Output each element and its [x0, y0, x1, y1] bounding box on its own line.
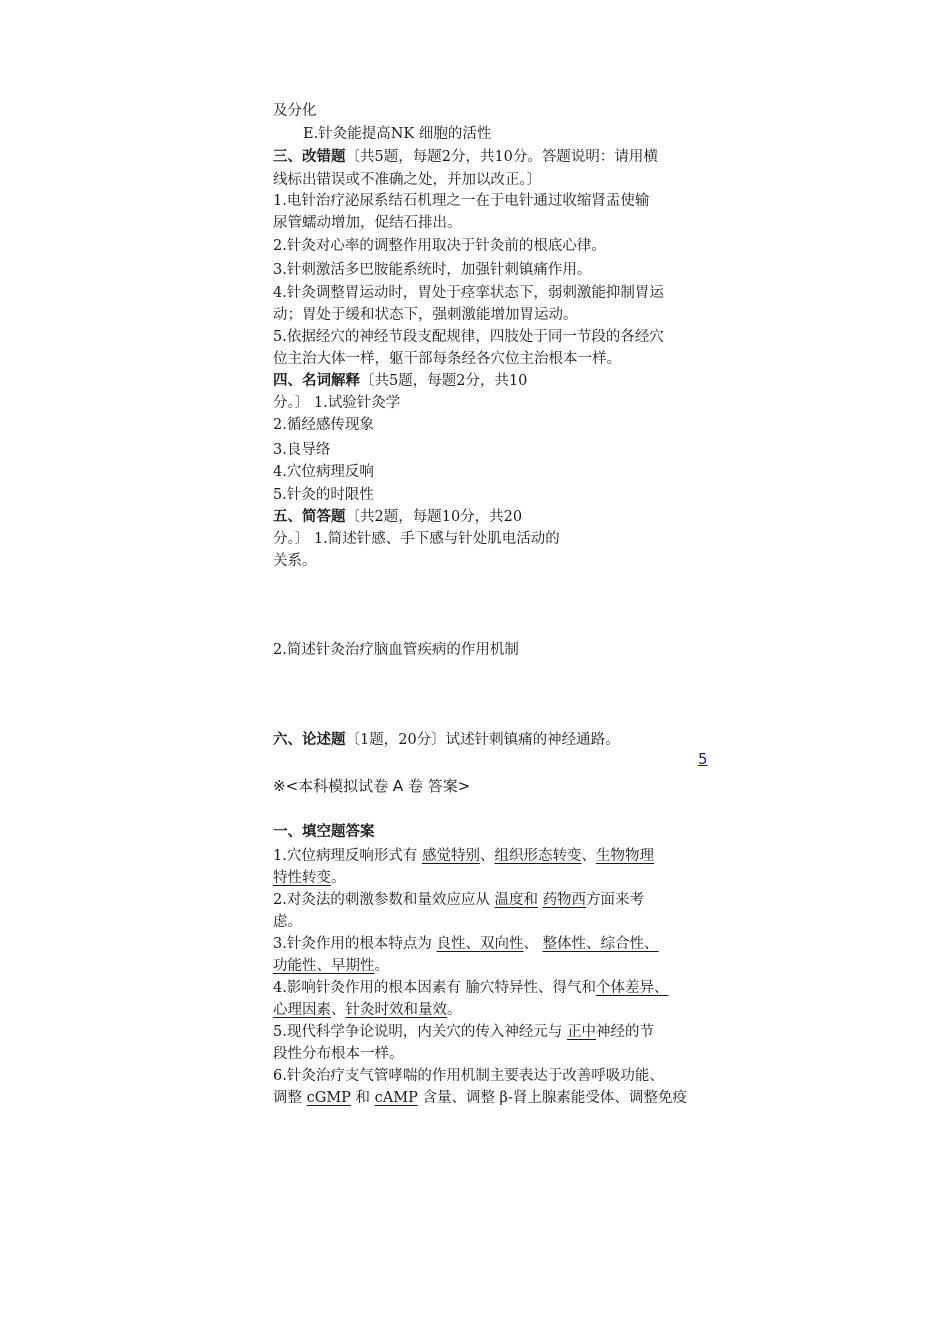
answer-blank: 组织形态转变 — [494, 848, 582, 864]
answer-item-6-cont — [273, 1087, 687, 1109]
answer-blank: 药物西 — [542, 892, 587, 908]
answer-item-3 — [273, 933, 659, 955]
answer-blank: 良性、双向性 — [436, 936, 524, 952]
text-line: 动；胃处于缓和状态下，强刺激能增加胃运动。 — [273, 307, 578, 323]
answer-item-5 — [273, 1021, 654, 1043]
answer-text: 4.影响针灸作用的根本因素有 腧穴特异性、得气和 — [273, 980, 596, 996]
question-item: 3.针刺激活多巴胺能系统时，加强针刺镇痛作用。 — [273, 262, 592, 278]
question-item: 分。〕 1.试验针灸学 — [273, 395, 401, 411]
answer-item-4 — [273, 977, 668, 999]
answer-blank: 生物物理 — [595, 848, 654, 864]
answer-item-2 — [273, 889, 644, 911]
answer-blank: 温度和 — [494, 892, 538, 908]
answer-blank: 整体性、综合性、 — [542, 936, 659, 952]
answer-item-1 — [273, 845, 654, 867]
answer-text: 、 — [581, 848, 596, 864]
section-6-title: 六、论述题 — [273, 731, 346, 748]
page-number: 5 — [698, 750, 708, 768]
answer-item-4-cont — [273, 999, 462, 1021]
answer-section-1-title-text: 一、填空题答案 — [273, 823, 375, 840]
answer-blank: 正中 — [566, 1024, 596, 1040]
question-item: 3.良导络 — [273, 442, 331, 458]
text-line: 及分化 — [273, 103, 317, 119]
answer-header: ※<本科模拟试卷 A 卷 答案> — [273, 777, 471, 795]
question-item: 分。〕 1.简述针感、手下感与针处肌电活动的 — [273, 531, 560, 547]
answer-blank: 个体差异、 — [595, 980, 669, 996]
answer-item-6: 6.针灸治疗支气管哮喘的作用机制主要表达于改善呼吸功能、 — [273, 1068, 664, 1084]
section-6-heading — [273, 729, 620, 751]
answer-blank: 心理因素 — [273, 1002, 331, 1018]
answer-text: 2.对灸法的刺激参数和量效应应从 — [273, 892, 495, 908]
text-line: 线标出错误或不准确之处，并加以改正。〕 — [273, 172, 542, 188]
answer-text: 。 — [331, 870, 346, 886]
question-item: 1.电针治疗泌尿系结石机理之一在于电针通过收缩肾盂使输 — [273, 193, 650, 209]
answer-text: 含量、调整 β-肾上腺素能受体、调整免疫 — [417, 1090, 687, 1106]
answer-blank: 特性转变 — [273, 870, 331, 886]
answer-item-5-cont: 段性分布根本一样。 — [273, 1046, 404, 1062]
answer-blank: cGMP — [306, 1090, 351, 1106]
question-item: 4.穴位病理反响 — [273, 464, 374, 480]
section-5-desc: 〔共2题，每题10分，共20 — [345, 509, 523, 525]
text-line: 关系。 — [273, 553, 317, 569]
section-5-heading — [273, 506, 522, 528]
question-item: 2.简述针灸治疗脑血管疾病的作用机制 — [273, 642, 519, 658]
question-item: 5.依据经穴的神经节段支配规律，四肢处于同一节段的各经穴 — [273, 329, 664, 345]
section-4-title: 四、名词解释 — [273, 372, 360, 389]
answer-text: 。 — [374, 958, 389, 974]
text-line: 位主治大体一样，躯干部每条经各穴位主治根本一样。 — [273, 351, 621, 367]
answer-text: 5.现代科学争论说明，内关穴的传入神经元与 — [273, 1024, 567, 1040]
answer-text: 、 — [331, 1002, 346, 1018]
answer-item-3-cont — [273, 955, 389, 977]
answer-text: 方面来考 — [586, 892, 645, 908]
question-item: 2.循经感传现象 — [273, 417, 374, 433]
section-4-desc: 〔共5题，每题2分，共10 — [360, 373, 528, 389]
section-6-desc: 〔1题，20分〕试述针刺镇痛的神经通路。 — [345, 732, 620, 748]
answer-text: 神经的节 — [595, 1024, 654, 1040]
answer-text: 3.针灸作用的根本特点为 — [273, 936, 437, 952]
answer-item-2-cont: 虑。 — [273, 914, 302, 930]
answer-item-1-cont — [273, 867, 346, 889]
section-3-desc: 〔共5题，每题2分，共10分。答题说明：请用横 — [345, 149, 658, 165]
answer-text: 1.穴位病理反响形式有 — [273, 848, 422, 864]
question-item: 4.针灸调整胃运动时，胃处于痉挛状态下，弱刺激能抑制胃运 — [273, 285, 664, 301]
answer-section-1-title — [273, 821, 375, 843]
answer-text: 和 — [350, 1090, 375, 1106]
text-line: 尿管蠕动增加，促结石排出。 — [273, 215, 462, 231]
question-item: 2.针灸对心率的调整作用取决于针灸前的根底心律。 — [273, 238, 606, 254]
section-3-heading — [273, 146, 658, 168]
answer-blank: cAMP — [374, 1090, 418, 1106]
answer-blank: 功能性、早期性 — [273, 958, 375, 974]
question-item: 5.针灸的时限性 — [273, 487, 374, 503]
answer-text: 、 — [479, 848, 495, 864]
section-3-title: 三、改错题 — [273, 148, 346, 165]
answer-blank: 针灸时效和量效 — [345, 1002, 447, 1018]
section-4-heading — [273, 370, 527, 392]
answer-text: 、 — [523, 936, 543, 952]
answer-text: 调整 — [273, 1090, 307, 1106]
answer-blank: 感觉特别 — [421, 848, 480, 864]
option-e: E.针灸能提高NK 细胞的活性 — [303, 126, 492, 142]
answer-text: 。 — [447, 1002, 462, 1018]
section-5-title: 五、简答题 — [273, 508, 346, 525]
